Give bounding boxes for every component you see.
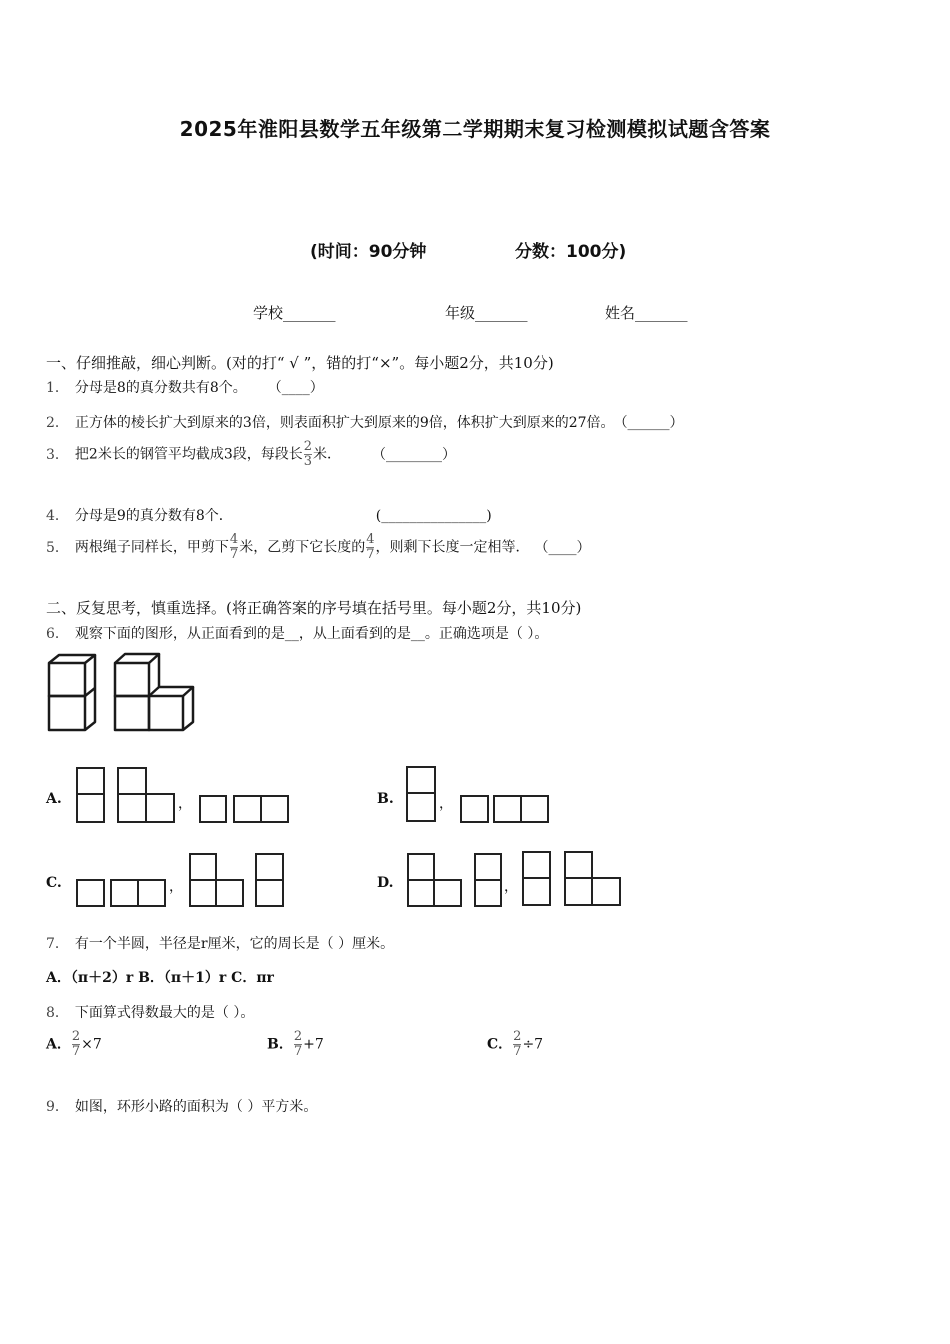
- exam-time: (时间：90分钟: [310, 242, 427, 262]
- q3-number: 3．: [46, 446, 69, 463]
- q9-text: 如图，环形小路的面积为（ ）平方米。: [74, 1099, 318, 1115]
- q5-number: 5．: [46, 539, 69, 556]
- exam-score: 分数：100分): [515, 242, 627, 262]
- option-a-view2-cell: [117, 793, 147, 823]
- q8-c-op: ÷7: [522, 1036, 544, 1053]
- q7-text: 有一个半圆，半径是r厘米，它的周长是（ ）厘米。: [74, 936, 395, 952]
- q8-text: 下面算式得数最大的是（ ）。: [74, 1005, 255, 1021]
- q5-fraction-1: [230, 533, 238, 562]
- q2-blank: （______）: [620, 415, 684, 431]
- question-7: [46, 933, 394, 953]
- option-c-view3-cell: [255, 879, 284, 907]
- option-a-comma: ，: [178, 796, 192, 812]
- question-6: [46, 623, 548, 643]
- q3-fraction: [304, 440, 312, 469]
- option-d-label: D.: [377, 875, 394, 891]
- q1-text: 分母是8的真分数共有8个。: [74, 380, 247, 396]
- option-b-view1-cell: [406, 766, 436, 794]
- q8-a-op: ×7: [81, 1036, 102, 1053]
- option-c-view3-cell: [255, 853, 284, 881]
- option-c-comma: ，: [169, 879, 183, 895]
- q3-frac-num: 2: [303, 439, 313, 454]
- option-b-view1-cell: [406, 792, 436, 822]
- question-4: [46, 505, 492, 525]
- q8-option-b-label: B．: [267, 1036, 293, 1053]
- option-a-view2-cell: [117, 767, 147, 795]
- option-b-view2-cell: [460, 795, 489, 823]
- school-field: 学校_______: [253, 304, 336, 322]
- question-2: [46, 412, 684, 432]
- page-title: 2025年淮阳县数学五年级第二学期期末复习检测模拟试题含答案: [179, 117, 771, 141]
- option-c-view1-cell: [76, 879, 105, 907]
- option-c-label: C.: [46, 875, 62, 891]
- question-8: [46, 1002, 254, 1022]
- option-c-view2-cell: [189, 879, 217, 907]
- option-b-view2-cell: [493, 795, 522, 823]
- q3-blank: （________）: [379, 446, 457, 463]
- option-c-view1-cell: [110, 879, 139, 907]
- q8-c-num: 2: [513, 1029, 522, 1044]
- q8-option-b-fraction: [294, 1030, 302, 1059]
- q8-a-num: 2: [71, 1029, 81, 1044]
- q5-frac1-den: 7: [229, 547, 239, 562]
- option-d-view1-cell: [407, 879, 435, 907]
- option-a-view3-cell: [260, 795, 289, 823]
- q8-option-a-fraction: [72, 1030, 80, 1059]
- option-d-view3-cell: [522, 877, 551, 906]
- q7-number: 7．: [46, 936, 69, 952]
- q8-option-a: [46, 1030, 102, 1059]
- q1-number: 1．: [46, 380, 69, 396]
- q8-option-c-label: C．: [487, 1036, 513, 1053]
- q4-number: 4．: [46, 508, 69, 524]
- option-d-view3-cell: [591, 877, 621, 906]
- option-d-view3-cell: [564, 877, 593, 906]
- option-a-view1-cell: [76, 767, 105, 795]
- option-a-view3-cell: [199, 795, 227, 823]
- q8-number: 8．: [46, 1005, 69, 1021]
- q3-frac-den: 3: [303, 454, 313, 469]
- option-d-view2-cell: [474, 879, 502, 907]
- option-b-comma: ，: [439, 796, 453, 812]
- q5-text-b: 米，乙剪下它长度的: [239, 539, 366, 556]
- q4-blank: (_______________): [375, 508, 492, 524]
- question-3: [46, 440, 456, 469]
- q3-text-a: 把2米长的钢管平均截成3段，每段长: [74, 446, 303, 463]
- name-field: 姓名_______: [605, 304, 688, 322]
- q2-text: 正方体的棱长扩大到原来的3倍，则表面积扩大到原来的9倍，体积扩大到原来的27倍。: [74, 415, 615, 431]
- q2-number: 2．: [46, 415, 69, 431]
- grade-field: 年级_______: [445, 304, 528, 322]
- q7-options: A．（π＋2）r B．（π＋1）r C．πr: [46, 970, 274, 986]
- q4-text: 分母是9的真分数有8个．: [74, 508, 233, 524]
- option-c-view2-cell: [215, 879, 244, 907]
- q5-frac2-num: 4: [366, 532, 375, 547]
- q5-frac2-den: 7: [366, 547, 375, 562]
- q1-blank: （____）: [274, 380, 324, 396]
- q9-number: 9．: [46, 1099, 69, 1115]
- question-9: [46, 1096, 317, 1116]
- cube-figure: [46, 650, 196, 735]
- section2-heading: 二、反复思考，慎重选择。(将正确答案的序号填在括号里。每小题2分，共10分): [46, 599, 582, 617]
- q8-c-den: 7: [513, 1044, 522, 1059]
- question-1: [46, 377, 324, 397]
- q8-option-a-label: A．: [46, 1036, 71, 1053]
- option-d-view1-cell: [407, 853, 435, 881]
- q5-text-c: ，则剩下长度一定相等．: [375, 539, 530, 556]
- question-5: [46, 533, 590, 562]
- option-d-comma: ，: [504, 879, 518, 895]
- q5-text-a: 两根绳子同样长，甲剪下: [74, 539, 229, 556]
- q5-frac1-num: 4: [229, 532, 239, 547]
- q5-blank: （____）: [541, 539, 591, 556]
- q8-option-c-fraction: [513, 1030, 521, 1059]
- option-b-label: B.: [377, 791, 394, 807]
- option-c-view2-cell: [189, 853, 217, 881]
- q8-b-op: +7: [303, 1036, 324, 1053]
- q3-text-b: 米．: [313, 446, 342, 463]
- option-a-view3-cell: [233, 795, 262, 823]
- q6-number: 6．: [46, 626, 69, 642]
- option-d-view3-cell: [522, 851, 551, 879]
- option-a-view2-cell: [145, 793, 175, 823]
- q6-text: 观察下面的图形，从正面看到的是__，从上面看到的是__。正确选项是（ ）。: [74, 626, 549, 642]
- option-d-view3-cell: [564, 851, 593, 879]
- option-d-view2-cell: [474, 853, 502, 881]
- q5-fraction-2: [366, 533, 374, 562]
- q8-a-den: 7: [71, 1044, 81, 1059]
- option-c-view1-cell: [137, 879, 166, 907]
- option-a-view1-cell: [76, 793, 105, 823]
- q8-option-b: [267, 1030, 324, 1059]
- section1-heading: 一、仔细推敲，细心判断。(对的打“ √ ”，错的打“×”。每小题2分，共10分): [46, 354, 554, 372]
- option-d-view1-cell: [433, 879, 462, 907]
- option-b-view2-cell: [520, 795, 549, 823]
- q8-option-c: [487, 1030, 543, 1059]
- option-a-label: A.: [46, 791, 62, 807]
- q8-b-num: 2: [293, 1029, 303, 1044]
- q8-b-den: 7: [293, 1044, 303, 1059]
